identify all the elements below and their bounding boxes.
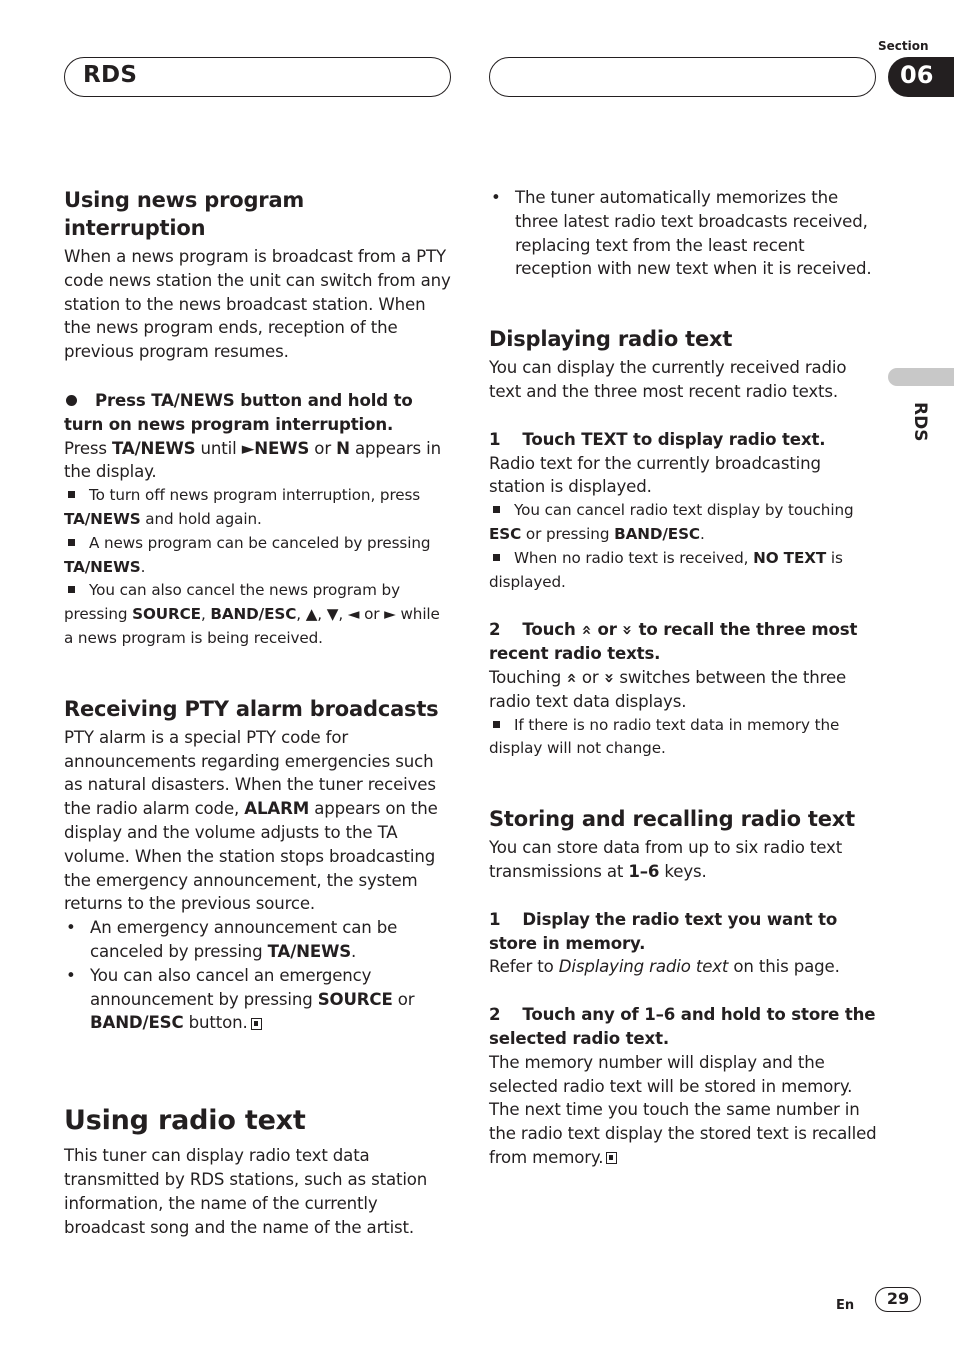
store-step-1-text: Refer to Displaying radio text on this page. bbox=[489, 957, 840, 977]
store-heading: Storing and recalling radio text bbox=[489, 807, 855, 832]
bullet-dot-icon: • bbox=[66, 918, 76, 938]
end-mark-icon bbox=[606, 1152, 617, 1164]
alarm-bullet-2: • You can also cancel an emergency announcement by pressing SOURCE or BAND/ESC button. bbox=[66, 965, 415, 1033]
side-tab-marker bbox=[888, 368, 954, 386]
store-step-1: 1 Display the radio text you want to store in memory. bbox=[489, 909, 838, 953]
news-step bbox=[64, 389, 452, 437]
right-column bbox=[489, 186, 877, 1170]
page-number: 29 bbox=[875, 1287, 921, 1312]
display-intro: You can display the currently received radio text and the three most recent radio texts. bbox=[489, 358, 847, 401]
left-column bbox=[64, 186, 452, 1239]
news-note-2: A news program can be canceled by pressing TA/NEWS. bbox=[64, 533, 431, 576]
alarm-bullet-1: • An emergency announcement can be canceled by pressing TA/NEWS. bbox=[66, 918, 398, 961]
alarm-heading: Receiving PTY alarm broadcasts bbox=[64, 696, 439, 721]
square-bullet-icon bbox=[68, 539, 75, 546]
store-step-2: 2 Touch any of 1–6 and hold to store the selected radio text. bbox=[489, 1005, 876, 1048]
display-step-2-text: Touching » or » switches between the three radio text data displays. bbox=[489, 667, 847, 711]
side-tab-label: RDS bbox=[910, 402, 930, 442]
square-bullet-icon bbox=[68, 491, 75, 498]
store-intro: You can store data from up to six radio text transmissions at 1–6 keys. bbox=[489, 838, 843, 881]
display-step-1: 1 Touch TEXT to display radio text. bbox=[489, 429, 826, 449]
bullet-circle-icon bbox=[66, 395, 77, 406]
display-note-2: When no radio text is received, NO TEXT is displayed. bbox=[489, 548, 843, 591]
scroll-up-icon: » bbox=[561, 672, 581, 684]
news-step-text: Press TA/NEWS until ►NEWS or N appears in the display. bbox=[64, 438, 441, 482]
bullet-dot-icon: • bbox=[491, 188, 501, 207]
store-step-2-text-2: The next time you touch the same number in the radio text display the stored text is recalled from memory. bbox=[489, 1100, 877, 1167]
header-title: RDS bbox=[83, 62, 138, 88]
news-step-title: Press TA/NEWS button and hold to turn on news program interruption. bbox=[64, 390, 413, 434]
news-note-1: To turn off news program interruption, press TA/NEWS and hold again. bbox=[64, 486, 421, 528]
display-step-2: 2 Touch » or » to recall the three most recent radio texts. bbox=[489, 620, 858, 664]
display-step-1-text: Radio text for the currently broadcasting station is displayed. bbox=[489, 453, 821, 497]
alarm-text: PTY alarm is a special PTY code for announcements regarding emergencies such as natural disasters. When the tuner receives the radio alarm code, ALARM appears on the display and the volume adjusts to the TA volume. When the station stops broadcasting the emergency announcement, the system returns to the previous source. bbox=[64, 727, 438, 914]
header-title-pill bbox=[64, 57, 451, 97]
side-tab bbox=[896, 402, 932, 446]
scroll-up-icon: » bbox=[576, 624, 596, 636]
square-bullet-icon bbox=[493, 554, 500, 561]
end-mark-icon bbox=[251, 1018, 262, 1030]
store-step-2-text-1: The memory number will display and the selected radio text will be stored in memory. bbox=[489, 1052, 853, 1096]
section-number-badge bbox=[888, 57, 954, 97]
square-bullet-icon bbox=[493, 506, 500, 513]
square-bullet-icon bbox=[493, 721, 500, 728]
section-number: 06 bbox=[900, 61, 934, 89]
bullet-dot-icon: • bbox=[66, 965, 76, 985]
square-bullet-icon bbox=[68, 586, 75, 593]
scroll-down-icon: » bbox=[599, 672, 619, 684]
news-note-3: You can also cancel the news program by pressing SOURCE, BAND/ESC, ▲, ▼, ◄ or ► while a news program is being received. bbox=[64, 581, 440, 647]
radio-text-intro: This tuner can display radio text data transmitted by RDS stations, such as station information, the name of the currently broadcast song and the name of the artist. bbox=[64, 1146, 428, 1237]
top-bullet: • The tuner automatically memorizes the three latest radio text broadcasts received, replacing text from the least recent reception with new text when it is received. bbox=[491, 188, 872, 279]
scroll-down-icon: » bbox=[618, 624, 638, 636]
header-blank-pill bbox=[489, 57, 876, 97]
news-heading: Using news program interruption bbox=[64, 188, 305, 240]
section-label: Section bbox=[878, 39, 929, 53]
language-label: En bbox=[836, 1298, 855, 1313]
radio-text-heading: Using radio text bbox=[64, 1105, 306, 1137]
display-note-3: If there is no radio text data in memory the display will not change. bbox=[489, 715, 840, 758]
news-intro: When a news program is broadcast from a PTY code news station the unit can switch from any station to the news broadcast station. When the news program ends, reception of the previous program resumes. bbox=[64, 247, 451, 362]
display-heading: Displaying radio text bbox=[489, 327, 733, 352]
display-note-1: You can cancel radio text display by touching ESC or pressing BAND/ESC. bbox=[489, 501, 854, 543]
